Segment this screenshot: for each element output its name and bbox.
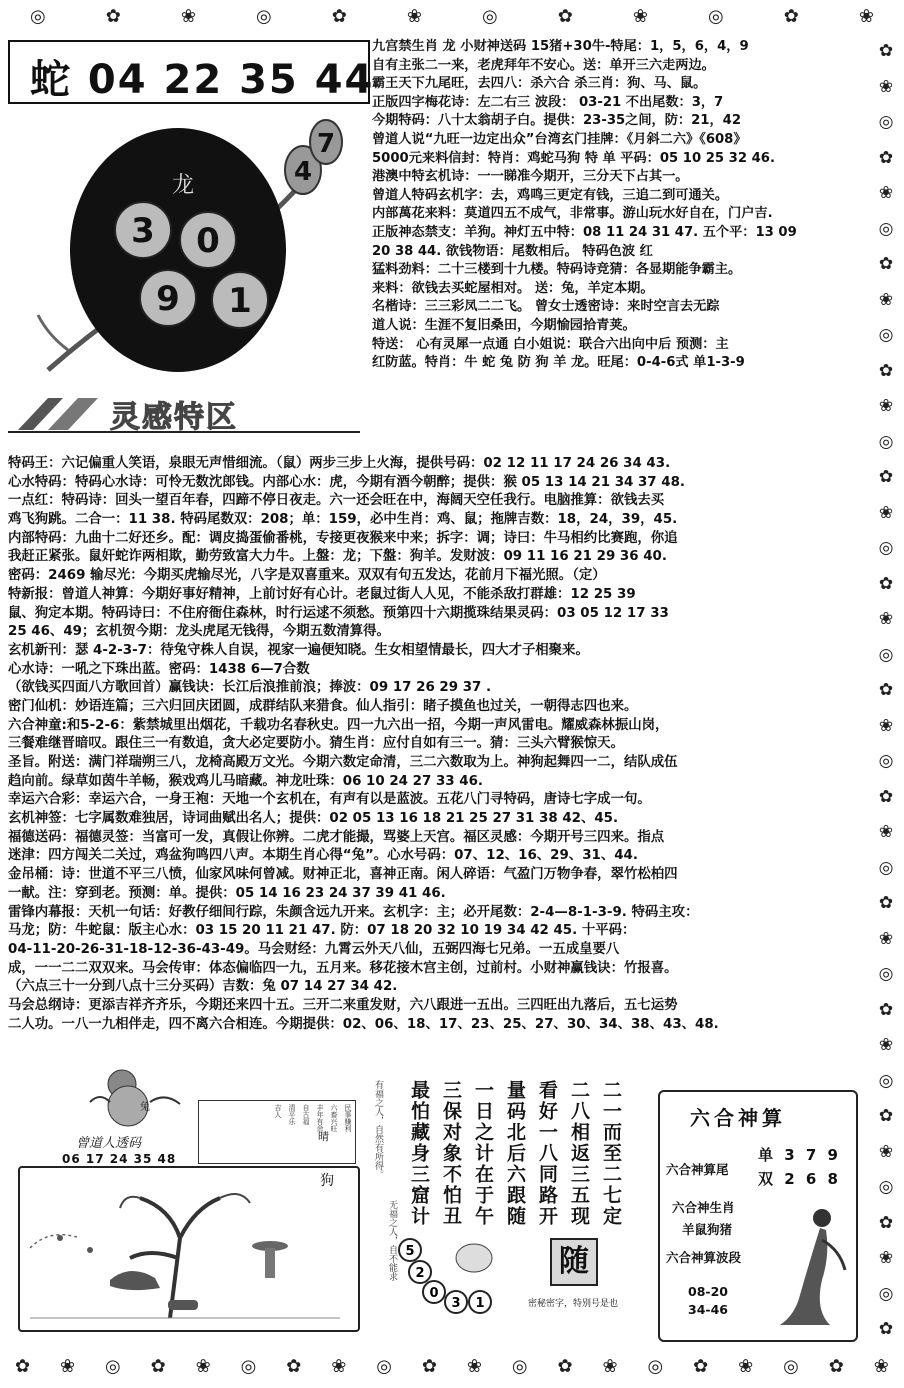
text-line: 04-11-20-26-31-18-12-36-43-49。马会财经：九霄云外天八仙，五弼四海七兄弟。一五成皇要八: [8, 941, 620, 957]
leaf-ball-2: 7: [316, 129, 336, 159]
side-note-right: 无福之人，自不能求: [387, 1200, 397, 1281]
ball-4: 3: [451, 1296, 461, 1311]
banner-title: 灵感特区: [110, 400, 238, 435]
table-cell: 民事赚利: [344, 1104, 352, 1132]
text-line: 内部特码：九曲十二好还乡。配：调皮捣蛋偷番桃，专接更夜猴来中来；拆字：调；诗曰：牛马相约比赛跑，你追: [8, 530, 678, 546]
text-line: （六点三十一分到八点十三分买码）吉数：兔 07 14 27 34 42.: [8, 979, 398, 995]
svg-text:兔: 兔: [140, 1102, 150, 1113]
liuhe-boduan-1: 08-20: [688, 1284, 728, 1299]
zodiac-label: 狗: [320, 1173, 334, 1189]
sui-note: 密秘密字，特别号是也: [528, 1299, 619, 1309]
text-line: 正版四字梅花诗：左二右三 波段： 03-21 不出尾数：3，7: [372, 94, 724, 110]
text-line: 猛料劲料：二十三楼到十九楼。特码诗竞猜：各显期能争霸主。: [372, 262, 742, 278]
table-cell: 六畜兴旺: [330, 1104, 338, 1132]
poem-column: 看好一八同路开: [536, 1080, 558, 1227]
egg-illustration: [8, 100, 368, 390]
text-line: 霸王天下九尾旺，去四八：杀六合 杀三肖：狗、马、鼠。: [372, 76, 707, 92]
text-line: 今期特码：八十太翁胡子白。提供：23-35之间，防：21，42: [372, 113, 742, 129]
poem-column: 量码北后六跟随: [504, 1080, 526, 1227]
main-text-block: [8, 455, 876, 1034]
table-cell: 清平乐: [288, 1104, 296, 1125]
number-balls: [396, 1236, 516, 1316]
figure-illustration: [770, 1200, 850, 1330]
text-line: 圣旨。附送：满门祥瑞朔三八，龙椅高殿万文光。今期六数定命清，三二六数取为上。神狗起舞四一二，结队成伍: [8, 755, 678, 770]
table-cell: 丰年有余: [316, 1104, 324, 1132]
liuhe-shengxiao: 羊鼠狗猪: [682, 1222, 733, 1237]
text-line: 一献。注：穿到老。预测：单。提供：05 14 16 23 24 37 39 41 46.: [8, 885, 446, 901]
text-line: 成，一一二二双双来。马会传审：体态偏临四一九，五月来。移花接木宫主创，过前村。小财神赢钱诀：竹报喜。: [8, 960, 678, 976]
text-line: 一点红：特码诗：回头一望百年春，四蹄不停日夜走。六一还会旺在中，海阔天空任我行。电脑推算：欲钱去买: [8, 493, 665, 509]
poem-column: 三保对象不怕丑: [440, 1080, 462, 1227]
text-line: 曾道人特码玄机字：去，鸡鸣三更定有钱，三追二到可通关。: [372, 187, 729, 203]
text-line: 名楷诗：三三彩凤二二飞。 曾女士透密诗：来时空言去无踪: [372, 299, 720, 315]
text-line: 内部萬花来料：莫道四五不成气，非常事。游山玩水好自在，门户吉.: [372, 206, 773, 222]
egg-ball-1: 3: [131, 211, 155, 251]
text-line: 马龙；防：牛蛇鼠：版主心水：03 15 20 11 21 47. 防：07 18 20 32 10 19 34 42 45. 十平码：: [8, 923, 636, 939]
sui-character-box: 随: [550, 1238, 598, 1286]
poem-columns: [408, 1080, 622, 1227]
text-line: 20 38 44. 欲钱物语：尾数相后。 特码色波 红: [372, 243, 653, 259]
text-line: 自有主张二一来，老虎拜年不安心。送：单开三六走两边。: [372, 57, 715, 73]
liuhe-shuang: 双 2 6 8: [758, 1170, 841, 1188]
egg-ball-3: 9: [156, 279, 180, 319]
text-line: 迷津：四方闯关二关过，鸡盆狗鸣四八声。本期生肖心得“兔”。心水号码：07、12、16、29、31、44.: [8, 848, 638, 864]
text-line: 心水特码：特码心水诗：可怜无数沈郎钱。内部心水：虎，今期有酒今朝醉；提供：猴 05 13 14 21 34 37 48.: [8, 474, 686, 490]
liuhe-boduan-label: 六合神算波段: [666, 1250, 742, 1265]
table-cell: 自古福: [302, 1104, 310, 1125]
text-line: 密门仙机：妙语连篇；三六归回庆团圆，成群结队来猎食。仙人指引：睹子摸鱼也过关，一朝得志四也来。: [8, 698, 638, 714]
text-line: 密码：2469 输尽光：今期买虎输尽光，八字是双喜重来。双双有句五发达，花前月下福光照。（定）: [8, 568, 606, 584]
text-line: 金吊桶：诗：世道不平三八愤，仙家风味何曾减。财神正北，喜神正南。闲人碎语：气盈门万物争春，翠竹松柏四: [8, 867, 678, 883]
text-line: 玄机新刊：瑟 4-2-3-7：待兔守株人自误，视家一遍便知晓。生女相望情最长，四大才子相聚来。: [8, 642, 589, 658]
text-line: 鸡飞狗跳。二合一：11 38. 特码尾数双：208；单：159，必中生肖：鸡、鼠；拖牌吉数：18，24，39，45.: [8, 512, 678, 528]
ball-1: 5: [405, 1244, 415, 1259]
egg-label: 龙: [171, 173, 195, 198]
weather-label: 晴: [318, 1130, 329, 1143]
text-line: 红防蓝。特肖：牛 蛇 兔 防 狗 羊 龙。旺尾：0-4-6式 单1-3-9: [372, 355, 745, 371]
bottom-border: ✿ ❀ ◎ ✿ ❀ ◎ ✿ ❀ ◎ ✿ ❀ ◎ ✿ ❀ ◎ ✿ ❀ ◎ ✿ ❀: [14, 1356, 889, 1377]
text-line: 幸运六合彩：幸运六合，一身王袍：天地一个玄机在，有声有以是蓝波。五花八门寻特码，唐诗七字成一句。: [8, 792, 651, 808]
ball-2: 2: [415, 1266, 425, 1281]
text-line: 心水诗：一吼之下珠出蓝。密码：1438 6—7合数: [8, 661, 310, 677]
text-line: 雷锋内幕报：天机一句话：好教仔细间行踪，朱颜含远九开来。玄机字：主；必开尾数：2-4—8-1-3-9. 特码主攻：: [8, 904, 699, 920]
right-border: ✿ ❀ ◎ ✿ ❀ ◎ ✿ ❀ ◎ ✿ ❀ ◎ ✿ ❀ ◎ ✿ ❀ ◎ ✿ ❀ ◎ ✿ ❀ ◎ ✿ ❀ ◎ ✿ ❀ ◎ ✿ ❀ ◎ ✿ ❀ ◎ ✿: [878, 41, 894, 1340]
text-line: 玄机神签：七字属数难独居，诗词曲赋出名人；提供：02 05 13 16 18 21 25 27 31 38 42、45.: [8, 811, 619, 827]
right-text-block: [372, 38, 872, 373]
dog-picture-box: [18, 1166, 360, 1332]
zengdaoren-title: 曾道人透码: [76, 1136, 142, 1151]
text-line: 5000元来料信封：特肖：鸡蛇马狗 特 单 平码：05 10 25 32 46.: [372, 150, 775, 166]
leaf-ball-1: 4: [293, 157, 313, 187]
table-cell: 吉人: [274, 1104, 282, 1118]
text-line: 福德送码：福德灵签：当富可一发，真假让你辨。二虎才能撮，骂婆上天宫。福区灵感：今期开号三四来。指点: [8, 829, 665, 845]
text-line: 来料：欲钱去买蛇屋相对。 送：兔，羊定本期。: [372, 280, 654, 296]
text-line: 二人功。一八一九相伴走，四不离六合相连。今期提供：02、06、18、17、23、25、27、30、34、38、43、48.: [8, 1016, 719, 1032]
text-line: 曾道人说“九旺一边定出众”台湾玄门挂牌：《月斜二六》《608》: [372, 131, 747, 147]
text-line: 25 46、49；玄机贺今期：龙头虎尾无钱得，今期五数清算得。: [8, 624, 390, 640]
text-line: （欲钱买四面八方歌回首）赢钱诀：长江后浪推前浪；捧波：09 17 26 29 37 .: [8, 680, 492, 696]
gourd-icon: [80, 1062, 190, 1128]
text-line: 九宫禁生肖 龙 小财神送码 15猪+30牛-特尾：1，5，6，4，9: [372, 39, 749, 54]
text-line: 我赶正紧张。鼠奸蛇诈两相欺，勤劳致富大力牛。上盤：龙；下盤：狗羊。发财波：09 11 16 21 29 36 40.: [8, 549, 667, 565]
top-numbers: 蛇 04 22 35 44: [30, 57, 375, 103]
liuhe-wei-label: 六合神算尾: [666, 1162, 729, 1177]
text-line: 道人说：生涯不复旧桑田，今期愉园拾青荚。: [372, 317, 636, 333]
text-line: 趋向前。绿草如茵牛羊畅，猴戏鸡儿马暗藏。神龙吐珠：06 10 24 27 33 46.: [8, 773, 483, 789]
text-line: 六合神童:和5-2-6：紫禁城里出烟花，千载功名春秋史。四一九六出一招，今期一声风雷电。耀威森林振山岗，: [8, 717, 669, 733]
side-note-left: 有福之人，自然有所得。: [373, 1080, 383, 1179]
poem-column: 二八相返三五现: [568, 1080, 590, 1227]
text-line: 正版神态禁支：羊狗。神灯五中特：08 11 24 31 47. 五个平：13 09: [372, 224, 797, 240]
egg-ball-2: 0: [196, 221, 220, 261]
ball-5: 1: [475, 1296, 485, 1311]
liuhe-boduan-2: 34-46: [688, 1302, 728, 1317]
text-line: 港澳中特玄机诗：一一睇准今期开，三分天下占其一。: [372, 169, 689, 185]
zengdaoren-numbers: 06 17 24 35 48: [62, 1152, 177, 1166]
poem-column: 一日之计在于午: [472, 1080, 494, 1227]
top-border: ◎ ✿ ❀ ◎ ✿ ❀ ◎ ✿ ❀ ◎ ✿ ❀: [30, 6, 874, 27]
dog-scene-illustration: [20, 1168, 354, 1326]
text-line: 特送： 心有灵犀一点通 白小姐说：联合六出向中后 预测：主: [372, 336, 729, 352]
poem-column: 最怕藏身三窟计: [408, 1080, 430, 1227]
text-line: 三餐难继晋暗叹。跟住三一有数追，贪大必定要防小。猜生肖：应付自如有三一。猜：三头六臂猴惊天。: [8, 736, 624, 752]
text-line: 特新报：曾道人神算：今期好事好精神，上前讨好有心计。老鼠过街人人见，不能杀敌打群雄：12 25 39: [8, 586, 636, 602]
liuhe-title: 六合神算: [690, 1106, 786, 1130]
text-line: 马会总纲诗：更添吉祥齐齐乐，今期还来四十五。三开二来重发财，六八跟进一五出。三四旺出九落后，五七运势: [8, 997, 678, 1013]
text-line: 鼠、狗定本期。特码诗曰：不住府衙住森林，时行运逑不须愁。预第四十六期揽珠结果灵码：03 05 12 17 33: [8, 605, 669, 621]
ball-3: 0: [429, 1286, 439, 1301]
liuhe-shengxiao-label: 六合神生肖: [672, 1200, 735, 1215]
poem-column: 二一而至二七定: [600, 1080, 622, 1227]
egg-ball-4: 1: [228, 281, 252, 321]
text-line: 特码王：六记偏重人笑语，泉眼无声惜细流。（鼠）两步三步上火海，提供号码：02 12 11 17 24 26 34 43.: [8, 456, 671, 471]
small-table: [198, 1100, 356, 1164]
liuhe-dan: 单 3 7 9: [758, 1146, 841, 1164]
